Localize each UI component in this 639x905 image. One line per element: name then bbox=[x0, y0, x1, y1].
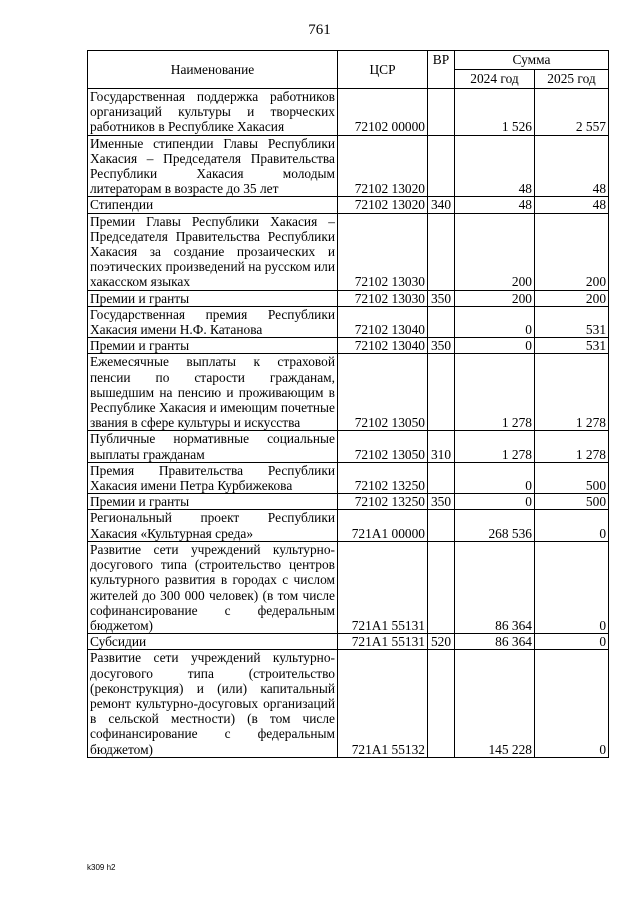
row-2024-cell: 0 bbox=[455, 306, 535, 337]
row-vr-cell bbox=[428, 354, 455, 431]
table-header bbox=[88, 51, 609, 89]
row-2024-cell: 0 bbox=[455, 462, 535, 493]
row-2024-cell: 1 278 bbox=[455, 354, 535, 431]
row-name-cell: Развитие сети учреждений культурно-досугового типа (строительство центров культурного развития в городах с числом жителей до 300 000 человек) (в том числе софинансирование с федеральным бюджетом) bbox=[88, 541, 338, 633]
row-csr-cell: 721A1 00000 bbox=[338, 510, 428, 541]
row-vr-cell: 520 bbox=[428, 634, 455, 650]
row-vr-cell bbox=[428, 650, 455, 757]
row-2025-cell: 200 bbox=[535, 290, 609, 306]
row-csr-cell: 72102 13040 bbox=[338, 306, 428, 337]
row-vr-cell bbox=[428, 306, 455, 337]
row-2025-cell: 2 557 bbox=[535, 89, 609, 136]
row-csr-cell: 72102 13040 bbox=[338, 338, 428, 354]
row-name-cell: Премии и гранты bbox=[88, 338, 338, 354]
row-name-cell: Премии Главы Республики Хакасия – Председателя Правительства Республики Хакасия за создание прозаических и поэтических произведений на русском или хакасском языках bbox=[88, 213, 338, 290]
table-row bbox=[88, 135, 609, 197]
header-csr: ЦСР bbox=[338, 51, 428, 89]
row-name-cell: Субсидии bbox=[88, 634, 338, 650]
row-2025-cell: 0 bbox=[535, 650, 609, 757]
row-vr-cell bbox=[428, 462, 455, 493]
row-csr-cell: 721A1 55132 bbox=[338, 650, 428, 757]
row-2025-cell: 48 bbox=[535, 135, 609, 197]
table-row bbox=[88, 213, 609, 290]
row-vr-cell: 350 bbox=[428, 494, 455, 510]
header-name: Наименование bbox=[88, 51, 338, 89]
row-vr-cell: 310 bbox=[428, 431, 455, 462]
row-csr-cell: 72102 13030 bbox=[338, 290, 428, 306]
row-2024-cell: 0 bbox=[455, 494, 535, 510]
table-row bbox=[88, 354, 609, 431]
table-row bbox=[88, 338, 609, 354]
table-row bbox=[88, 650, 609, 757]
row-name-cell: Государственная премия Республики Хакасия имени Н.Ф. Катанова bbox=[88, 306, 338, 337]
row-2024-cell: 268 536 bbox=[455, 510, 535, 541]
row-2025-cell: 531 bbox=[535, 306, 609, 337]
header-sum: Сумма bbox=[455, 51, 609, 70]
budget-table bbox=[87, 50, 609, 758]
row-vr-cell: 350 bbox=[428, 290, 455, 306]
table-row bbox=[88, 290, 609, 306]
row-2024-cell: 200 bbox=[455, 290, 535, 306]
row-csr-cell: 72102 00000 bbox=[338, 89, 428, 136]
row-csr-cell: 72102 13050 bbox=[338, 431, 428, 462]
row-2025-cell: 531 bbox=[535, 338, 609, 354]
row-2025-cell: 48 bbox=[535, 197, 609, 213]
row-2025-cell: 1 278 bbox=[535, 354, 609, 431]
row-csr-cell: 72102 13250 bbox=[338, 462, 428, 493]
row-csr-cell: 72102 13020 bbox=[338, 197, 428, 213]
row-vr-cell bbox=[428, 135, 455, 197]
row-name-cell: Премии и гранты bbox=[88, 290, 338, 306]
table-row bbox=[88, 89, 609, 136]
row-vr-cell bbox=[428, 541, 455, 633]
table-row bbox=[88, 510, 609, 541]
table-body bbox=[88, 89, 609, 758]
footer-code: k309 h2 bbox=[87, 863, 116, 872]
row-csr-cell: 72102 13050 bbox=[338, 354, 428, 431]
row-csr-cell: 721A1 55131 bbox=[338, 634, 428, 650]
row-2025-cell: 500 bbox=[535, 462, 609, 493]
table-row bbox=[88, 306, 609, 337]
row-2025-cell: 0 bbox=[535, 541, 609, 633]
row-2025-cell: 500 bbox=[535, 494, 609, 510]
row-2024-cell: 0 bbox=[455, 338, 535, 354]
row-2024-cell: 86 364 bbox=[455, 541, 535, 633]
row-name-cell: Развитие сети учреждений культурно-досугового типа (строительство (реконструкция) и (или) капитальный ремонт культурно-досуговых организаций в сельской местности) (в том числе софинансирование с федеральным бюджетом) bbox=[88, 650, 338, 757]
row-2025-cell: 1 278 bbox=[535, 431, 609, 462]
header-year-2025: 2025 год bbox=[535, 70, 609, 89]
row-2024-cell: 48 bbox=[455, 135, 535, 197]
row-name-cell: Стипендии bbox=[88, 197, 338, 213]
table-row bbox=[88, 462, 609, 493]
row-csr-cell: 721A1 55131 bbox=[338, 541, 428, 633]
row-name-cell: Премии и гранты bbox=[88, 494, 338, 510]
row-2024-cell: 48 bbox=[455, 197, 535, 213]
table-row bbox=[88, 634, 609, 650]
row-vr-cell: 350 bbox=[428, 338, 455, 354]
header-vr: ВР bbox=[428, 51, 455, 89]
row-vr-cell bbox=[428, 213, 455, 290]
row-2024-cell: 86 364 bbox=[455, 634, 535, 650]
row-2025-cell: 0 bbox=[535, 634, 609, 650]
row-name-cell: Ежемесячные выплаты к страховой пенсии по старости гражданам, вышедшим на пенсию и проживающим в Республике Хакасия и имеющим почетные звания в сфере культуры и искусства bbox=[88, 354, 338, 431]
row-2024-cell: 200 bbox=[455, 213, 535, 290]
table-row bbox=[88, 431, 609, 462]
table-row bbox=[88, 197, 609, 213]
row-name-cell: Публичные нормативные социальные выплаты гражданам bbox=[88, 431, 338, 462]
row-name-cell: Государственная поддержка работников организаций культуры и творческих работников в Республике Хакасия bbox=[88, 89, 338, 136]
row-vr-cell bbox=[428, 510, 455, 541]
page-number: 761 bbox=[308, 22, 331, 38]
row-name-cell: Премия Правительства Республики Хакасия имени Петра Курбижекова bbox=[88, 462, 338, 493]
row-vr-cell bbox=[428, 89, 455, 136]
row-name-cell: Региональный проект Республики Хакасия «Культурная среда» bbox=[88, 510, 338, 541]
row-2024-cell: 1 278 bbox=[455, 431, 535, 462]
row-2025-cell: 0 bbox=[535, 510, 609, 541]
row-2024-cell: 1 526 bbox=[455, 89, 535, 136]
row-name-cell: Именные стипендии Главы Республики Хакасия – Председателя Правительства Республики Хакасия молодым литераторам в возрасте до 35 лет bbox=[88, 135, 338, 197]
row-csr-cell: 72102 13020 bbox=[338, 135, 428, 197]
table-row bbox=[88, 494, 609, 510]
row-2024-cell: 145 228 bbox=[455, 650, 535, 757]
header-year-2024: 2024 год bbox=[455, 70, 535, 89]
row-csr-cell: 72102 13250 bbox=[338, 494, 428, 510]
table-row bbox=[88, 541, 609, 633]
row-vr-cell: 340 bbox=[428, 197, 455, 213]
row-2025-cell: 200 bbox=[535, 213, 609, 290]
row-csr-cell: 72102 13030 bbox=[338, 213, 428, 290]
